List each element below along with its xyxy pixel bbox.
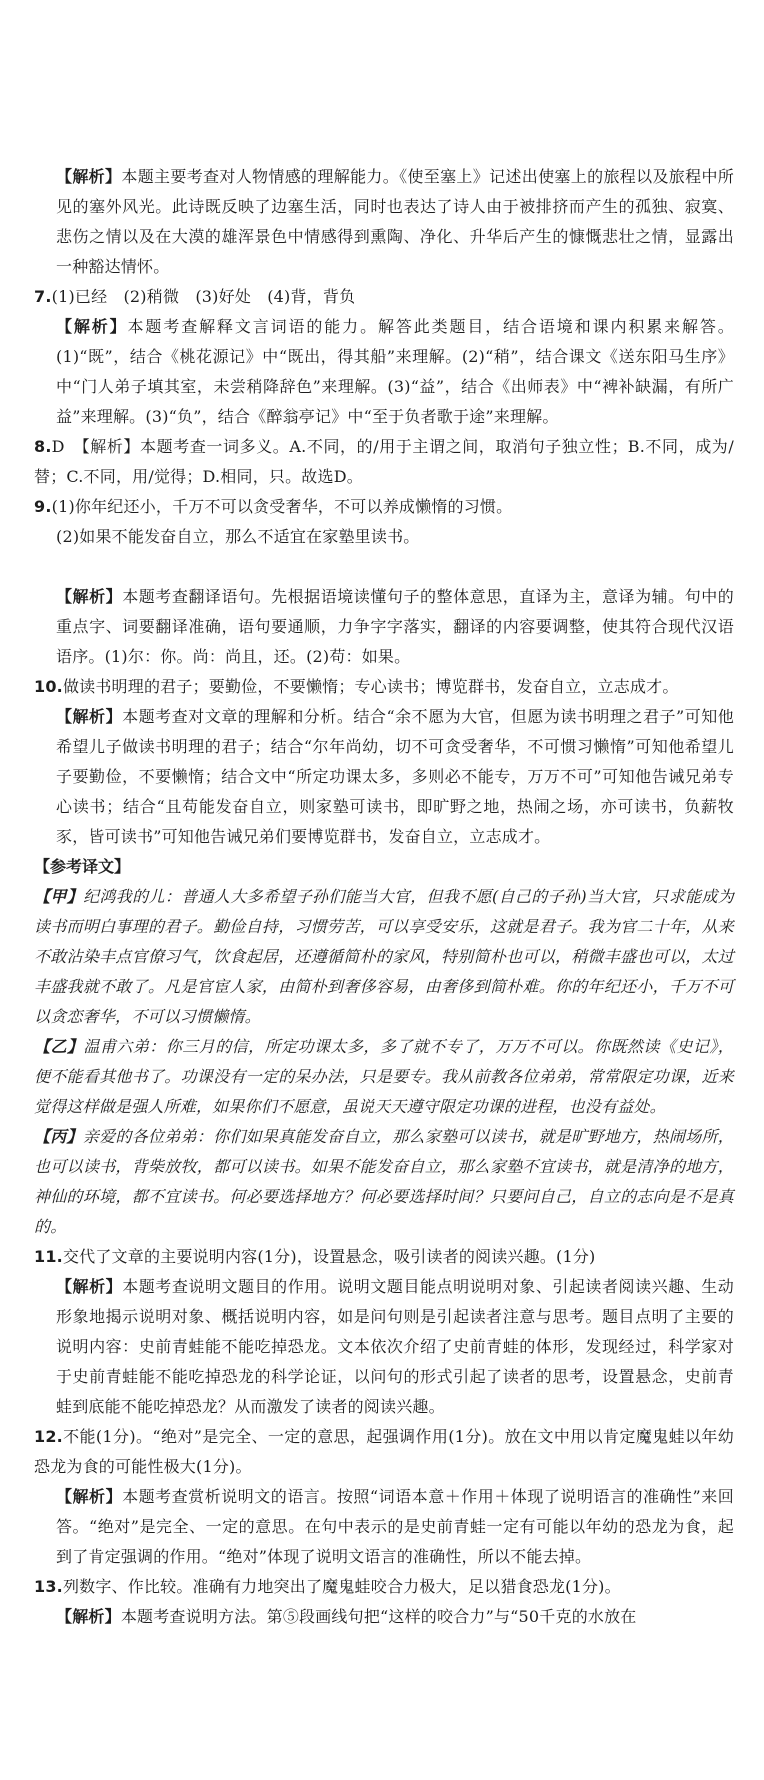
label-tag: 【解析】 xyxy=(56,707,123,726)
explanation-paragraph xyxy=(34,1482,734,1572)
label-tag: 【解析】 xyxy=(56,1607,121,1626)
paragraph-text: 做读书明理的君子；要勤俭，不要懒惰；专心读书；博览群书，发奋自立，立志成才。 xyxy=(62,677,679,696)
answer-key-column xyxy=(34,162,734,1632)
explanation-paragraph xyxy=(34,702,734,852)
question-number: 7. xyxy=(34,287,52,306)
paragraph-text: 本题考查对文章的理解和分析。结合“余不愿为大官，但愿为读书明理之君子”可知他希望儿子做读书明理的君子；结合“尔年尚幼，切不可贪受奢华，不可惯习懒惰”可知他希望儿子要勤俭，不要懒惰；结合文中“所定功课太多，多则必不能专，万万不可”可知他告诫兄弟专心读书；结合“且苟能发奋自立，则家塾可读书，即旷野之地，热闹之场，亦可读书，负薪牧豕，皆可读书”可知他告诫兄弟们要博览群书，发奋自立，立志成才。 xyxy=(56,707,734,846)
answer-item xyxy=(34,1572,734,1602)
paragraph-text: 列数字、作比较。准确有力地突出了魔鬼蛙咬合力极大，足以猎食恐龙(1分)。 xyxy=(62,1577,621,1596)
explanation-paragraph xyxy=(34,1272,734,1422)
paragraph-text: 本题考查赏析说明文的语言。按照“词语本意＋作用＋体现了说明语言的准确性”来回答。“绝对”是完全、一定的意思。在句中表示的是史前青蛙一定有可能以年幼的恐龙为食，起到了肯定强调的作用。“绝对”体现了说明文语言的准确性，所以不能去掉。 xyxy=(56,1487,734,1566)
explanation-paragraph xyxy=(34,1602,734,1632)
label-tag: 【解析】 xyxy=(56,587,123,606)
translation-paragraph xyxy=(34,1032,734,1122)
question-number: 9. xyxy=(34,497,52,516)
paragraph-text: 本题考查说明方法。第⑤段画线句把“这样的咬合力”与“50千克的水放在 xyxy=(120,1607,637,1626)
label-tag: 【甲】 xyxy=(34,887,84,906)
explanation-paragraph xyxy=(34,312,734,432)
paragraph-text: (2)如果不能发奋自立，那么不适宜在家塾里读书。 xyxy=(56,527,420,546)
paragraph-text: 本题考查翻译语句。先根据语境读懂句子的整体意思，直译为主，意译为辅。句中的重点字、词要翻译准确，语句要通顺，力争字字落实，翻译的内容要调整，使其符合现代汉语语序。(1)尔：你。尚：尚且，还。(2)苟：如果。 xyxy=(56,587,734,666)
explanation-paragraph xyxy=(34,582,734,672)
section-heading: 【参考译文】 xyxy=(34,857,131,876)
explanation-paragraph xyxy=(34,162,734,282)
paragraph-text: D 【解析】本题考查一词多义。A.不同，的/用于主谓之间，取消句子独立性；B.不同，成为/替；C.不同，用/觉得；D.相同，只。故选D。 xyxy=(34,437,734,486)
label-tag: 【乙】 xyxy=(34,1037,84,1056)
question-number: 11. xyxy=(34,1247,63,1266)
paragraph-text: 亲爱的各位弟弟：你们如果真能发奋自立，那么家塾可以读书，就是旷野地方，热闹场所，也可以读书，背柴放牧，都可以读书。如果不能发奋自立，那么家塾不宜读书，就是清净的地方，神仙的环境，都不宜读书。何必要选择地方？何必要选择时间？只要问自己，自立的志向是不是真的。 xyxy=(34,1127,734,1236)
answer-item xyxy=(34,492,734,522)
translation-paragraph xyxy=(34,1122,734,1242)
label-tag: 【解析】 xyxy=(56,167,122,186)
answer-item xyxy=(34,1422,734,1482)
answer-item xyxy=(34,432,734,492)
paragraph-text: 不能(1分)。“绝对”是完全、一定的意思，起强调作用(1分)。放在文中用以肯定魔鬼蛙以年幼恐龙为食的可能性极大(1分)。 xyxy=(34,1427,734,1476)
label-tag: 【解析】 xyxy=(56,1277,123,1296)
translation-paragraph xyxy=(34,882,734,1032)
paragraph-text: 温甫六弟：你三月的信，所定功课太多，多了就不专了，万万不可以。你既然读《史记》，便不能看其他书了。功课没有一定的呆办法，只是要专。我从前教各位弟弟，常常限定功课，近来觉得这样做是强人所难，如果你们不愿意，虽说天天遵守限定功课的进程，也没有益处。 xyxy=(34,1037,734,1116)
paragraph-text: 本题主要考查对人物情感的理解能力。《使至塞上》记述出使塞上的旅程以及旅程中所见的塞外风光。此诗既反映了边塞生活，同时也表达了诗人由于被排挤而产生的孤独、寂寞、悲伤之情以及在大漠的雄浑景色中情感得到熏陶、净化、升华后产生的慷慨悲壮之情，显露出一种豁达情怀。 xyxy=(56,167,734,276)
label-tag: 【解析】 xyxy=(56,1487,123,1506)
paragraph-text: (1)你年纪还小，千万不可以贪受奢华，不可以养成懒惰的习惯。 xyxy=(51,497,513,516)
question-number: 13. xyxy=(34,1577,63,1596)
paragraph-text: 本题考查说明文题目的作用。说明文题目能点明说明对象、引起读者阅读兴趣、生动形象地揭示说明对象、概括说明内容，如是问句则是引起读者注意与思考。题目点明了主要的说明内容：史前青蛙能不能吃掉恐龙。文本依次介绍了史前青蛙的体形，发现经过，科学家对于史前青蛙能不能吃掉恐龙的科学论证，以问句的形式引起了读者的思考，设置悬念，史前青蛙到底能不能吃掉恐龙？从而激发了读者的阅读兴趣。 xyxy=(56,1277,734,1416)
answer-item xyxy=(34,282,734,312)
paragraph-text: (1)已经 (2)稍微 (3)好处 (4)背，背负 xyxy=(51,287,356,306)
question-number: 8. xyxy=(34,437,52,456)
label-tag: 【解析】 xyxy=(56,317,128,336)
paragraph-text: 本题考查解释文言词语的能力。解答此类题目，结合语境和课内积累来解答。(1)“既”，结合《桃花源记》中“既出，得其船”来理解。(2)“稍”，结合课文《送东阳马生序》中“门人弟子填其室，未尝稍降辞色”来理解。(3)“益”，结合《出师表》中“裨补缺漏，有所广益”来理解。(3)“负”，结合《醉翁亭记》中“至于负者歌于途”来理解。 xyxy=(56,317,734,426)
answer-item xyxy=(34,672,734,702)
paragraph-gap xyxy=(34,552,734,582)
question-number: 10. xyxy=(34,677,63,696)
answer-item xyxy=(34,1242,734,1272)
label-tag: 【丙】 xyxy=(34,1127,83,1146)
paragraph-text: 交代了文章的主要说明内容(1分)，设置悬念，吸引读者的阅读兴趣。(1分) xyxy=(62,1247,596,1266)
paragraph-text: 纪鸿我的儿：普通人大多希望子孙们能当大官，但我不愿(自己的子孙)当大官，只求能成为读书而明白事理的君子。勤俭自持，习惯劳苦，可以享受安乐，这就是君子。我为官二十年，从来不敢沾染丰点官僚习气，饮食起居，还遵循简朴的家风，特别简朴也可以，稍微丰盛也可以，太过丰盛我就不敢了。凡是官宦人家，由简朴到奢侈容易，由奢侈到简朴难。你的年纪还小，千万不可以贪恋奢华，不可以习惯懒惰。 xyxy=(34,887,734,1026)
explanation-paragraph xyxy=(34,522,734,552)
question-number: 12. xyxy=(34,1427,63,1446)
